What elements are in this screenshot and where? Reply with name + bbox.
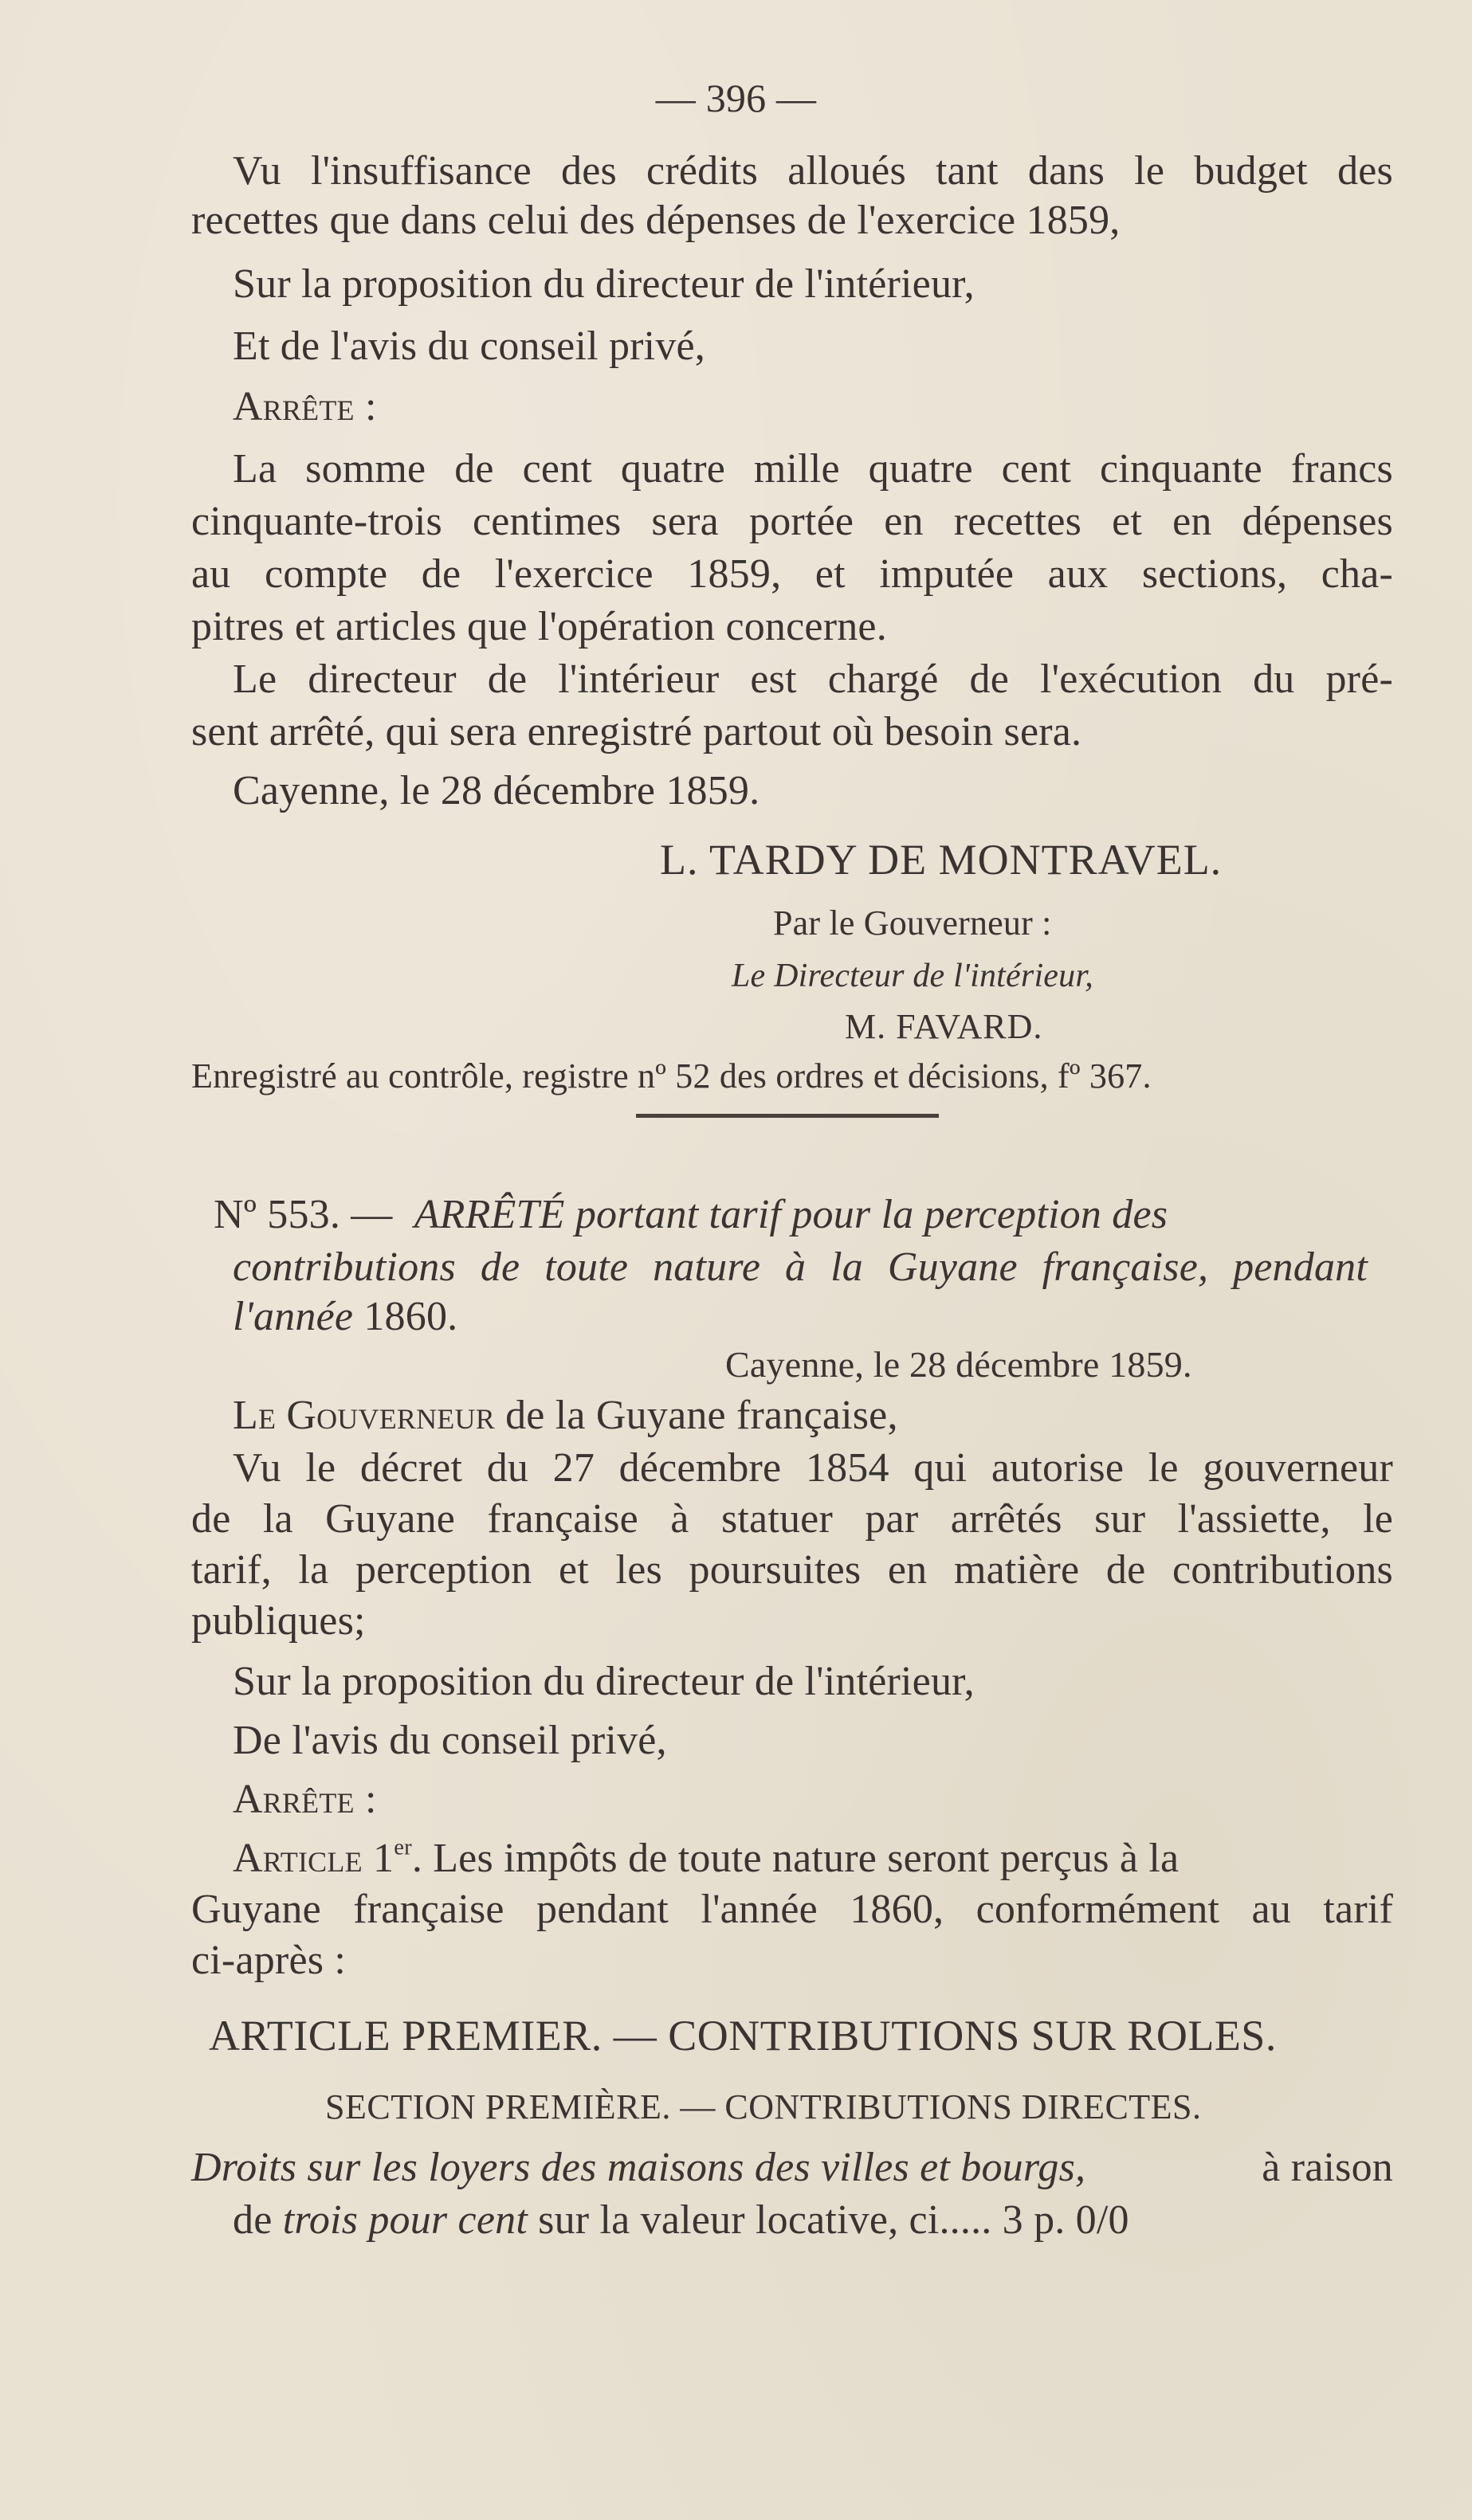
decree-title-year-label: l'année (233, 1294, 354, 1339)
article-label: Article (233, 1836, 363, 1881)
page-number: — 396 — (655, 76, 817, 120)
paragraph-line: Vu le décret du 27 décembre 1854 qui autorise le gouverneur (233, 1445, 1393, 1491)
paragraph-line: Guyane française pendant l'année 1860, conformément au tarif (191, 1887, 1393, 1932)
gouverneur-line (233, 1391, 898, 1440)
article-line-1 (233, 1834, 1393, 1883)
paragraph-line: cinquante-trois centimes sera portée en recettes et en dépenses (191, 499, 1393, 544)
paragraph-line: ci-après : (191, 1938, 347, 1983)
paragraph-line: tarif, la perception et les poursuites en matière de contributions (191, 1547, 1393, 1593)
paragraph-line: Vu l'insuffisance des crédits alloués tant dans le budget des (233, 148, 1393, 194)
paragraph-line: sent arrêté, qui sera enregistré partout où besoin sera. (191, 709, 1082, 754)
article-text: . Les impôts de toute nature seront perçus à la (411, 1836, 1180, 1881)
decree-title-line-2: contributions de toute nature à la Guyane française, pendant (233, 1244, 1368, 1290)
paragraph-line: De l'avis du conseil privé, (233, 1718, 667, 1763)
arrete-label: Arrête : (233, 384, 377, 429)
droits-line-2 (233, 2196, 1129, 2245)
gouverneur-label: Le Gouverneur (233, 1393, 495, 1438)
paragraph-line: La somme de cent quatre mille quatre cent cinquante francs (233, 446, 1393, 492)
separator-rule (636, 1114, 939, 1118)
date-line: Cayenne, le 28 décembre 1859. (233, 768, 760, 813)
article-heading (233, 1834, 1179, 1883)
paragraph-line: Sur la proposition du directeur de l'intérieur, (233, 1659, 975, 1704)
favard-signature: M. FAVARD. (845, 1007, 1043, 1046)
signature-name: L. TARDY DE MONTRAVEL. (660, 836, 1223, 884)
paragraph-line: recettes que dans celui des dépenses de l'exercice 1859, (191, 198, 1121, 243)
droits-de: de (233, 2197, 273, 2243)
arrete-label: Arrête : (233, 1777, 377, 1822)
article-number-suffix: er (394, 1835, 412, 1860)
place-date: Cayenne, le 28 décembre 1859. (725, 1344, 1192, 1385)
paragraph-line: Sur la proposition du directeur de l'intérieur, (233, 261, 975, 307)
section-heading-1: ARTICLE PREMIER. — CONTRIBUTIONS SUR ROLES. (209, 2012, 1277, 2060)
droits-line-1 (191, 2143, 1393, 2193)
decree-title: ARRÊTÉ portant tarif pour la perception des (414, 1192, 1168, 1237)
section-heading-2: SECTION PREMIÈRE. — CONTRIBUTIONS DIRECTES. (325, 2087, 1202, 2126)
decree-number: Nº 553. — (214, 1192, 393, 1237)
decree-title-year: 1860. (363, 1294, 458, 1339)
droits-rest: à raison (1262, 2145, 1393, 2190)
paragraph-line: au compte de l'exercice 1859, et imputée aux sections, cha- (191, 551, 1393, 597)
paragraph-line: pitres et articles que l'opération concerne. (191, 604, 887, 649)
paragraph-line: publiques; (191, 1598, 366, 1644)
paragraph-line: Le directeur de l'intérieur est chargé de l'exécution du pré- (233, 656, 1393, 702)
article-number: 1 (372, 1836, 394, 1881)
droits-label: Droits sur les loyers des maisons des villes et bourgs, (191, 2145, 1086, 2190)
paragraph-line: de la Guyane française à statuer par arrêtés sur l'assiette, le (191, 1496, 1393, 1542)
directeur-title: Le Directeur de l'intérieur, (732, 958, 1093, 994)
decree-title-line-1 (214, 1190, 1168, 1240)
droits-rate-value: sur la valeur locative, ci..... 3 p. 0/0 (538, 2197, 1129, 2243)
gouverneur-rest: de la Guyane française, (505, 1393, 898, 1438)
par-le-gouverneur: Par le Gouverneur : (773, 903, 1052, 943)
droits-rate-words: trois pour cent (282, 2197, 528, 2243)
decree-title-line-3 (233, 1292, 457, 1342)
paragraph-line: Et de l'avis du conseil privé, (233, 323, 706, 369)
enregistrement-note: Enregistré au contrôle, registre nº 52 des ordres et décisions, fº 367. (191, 1056, 1152, 1095)
